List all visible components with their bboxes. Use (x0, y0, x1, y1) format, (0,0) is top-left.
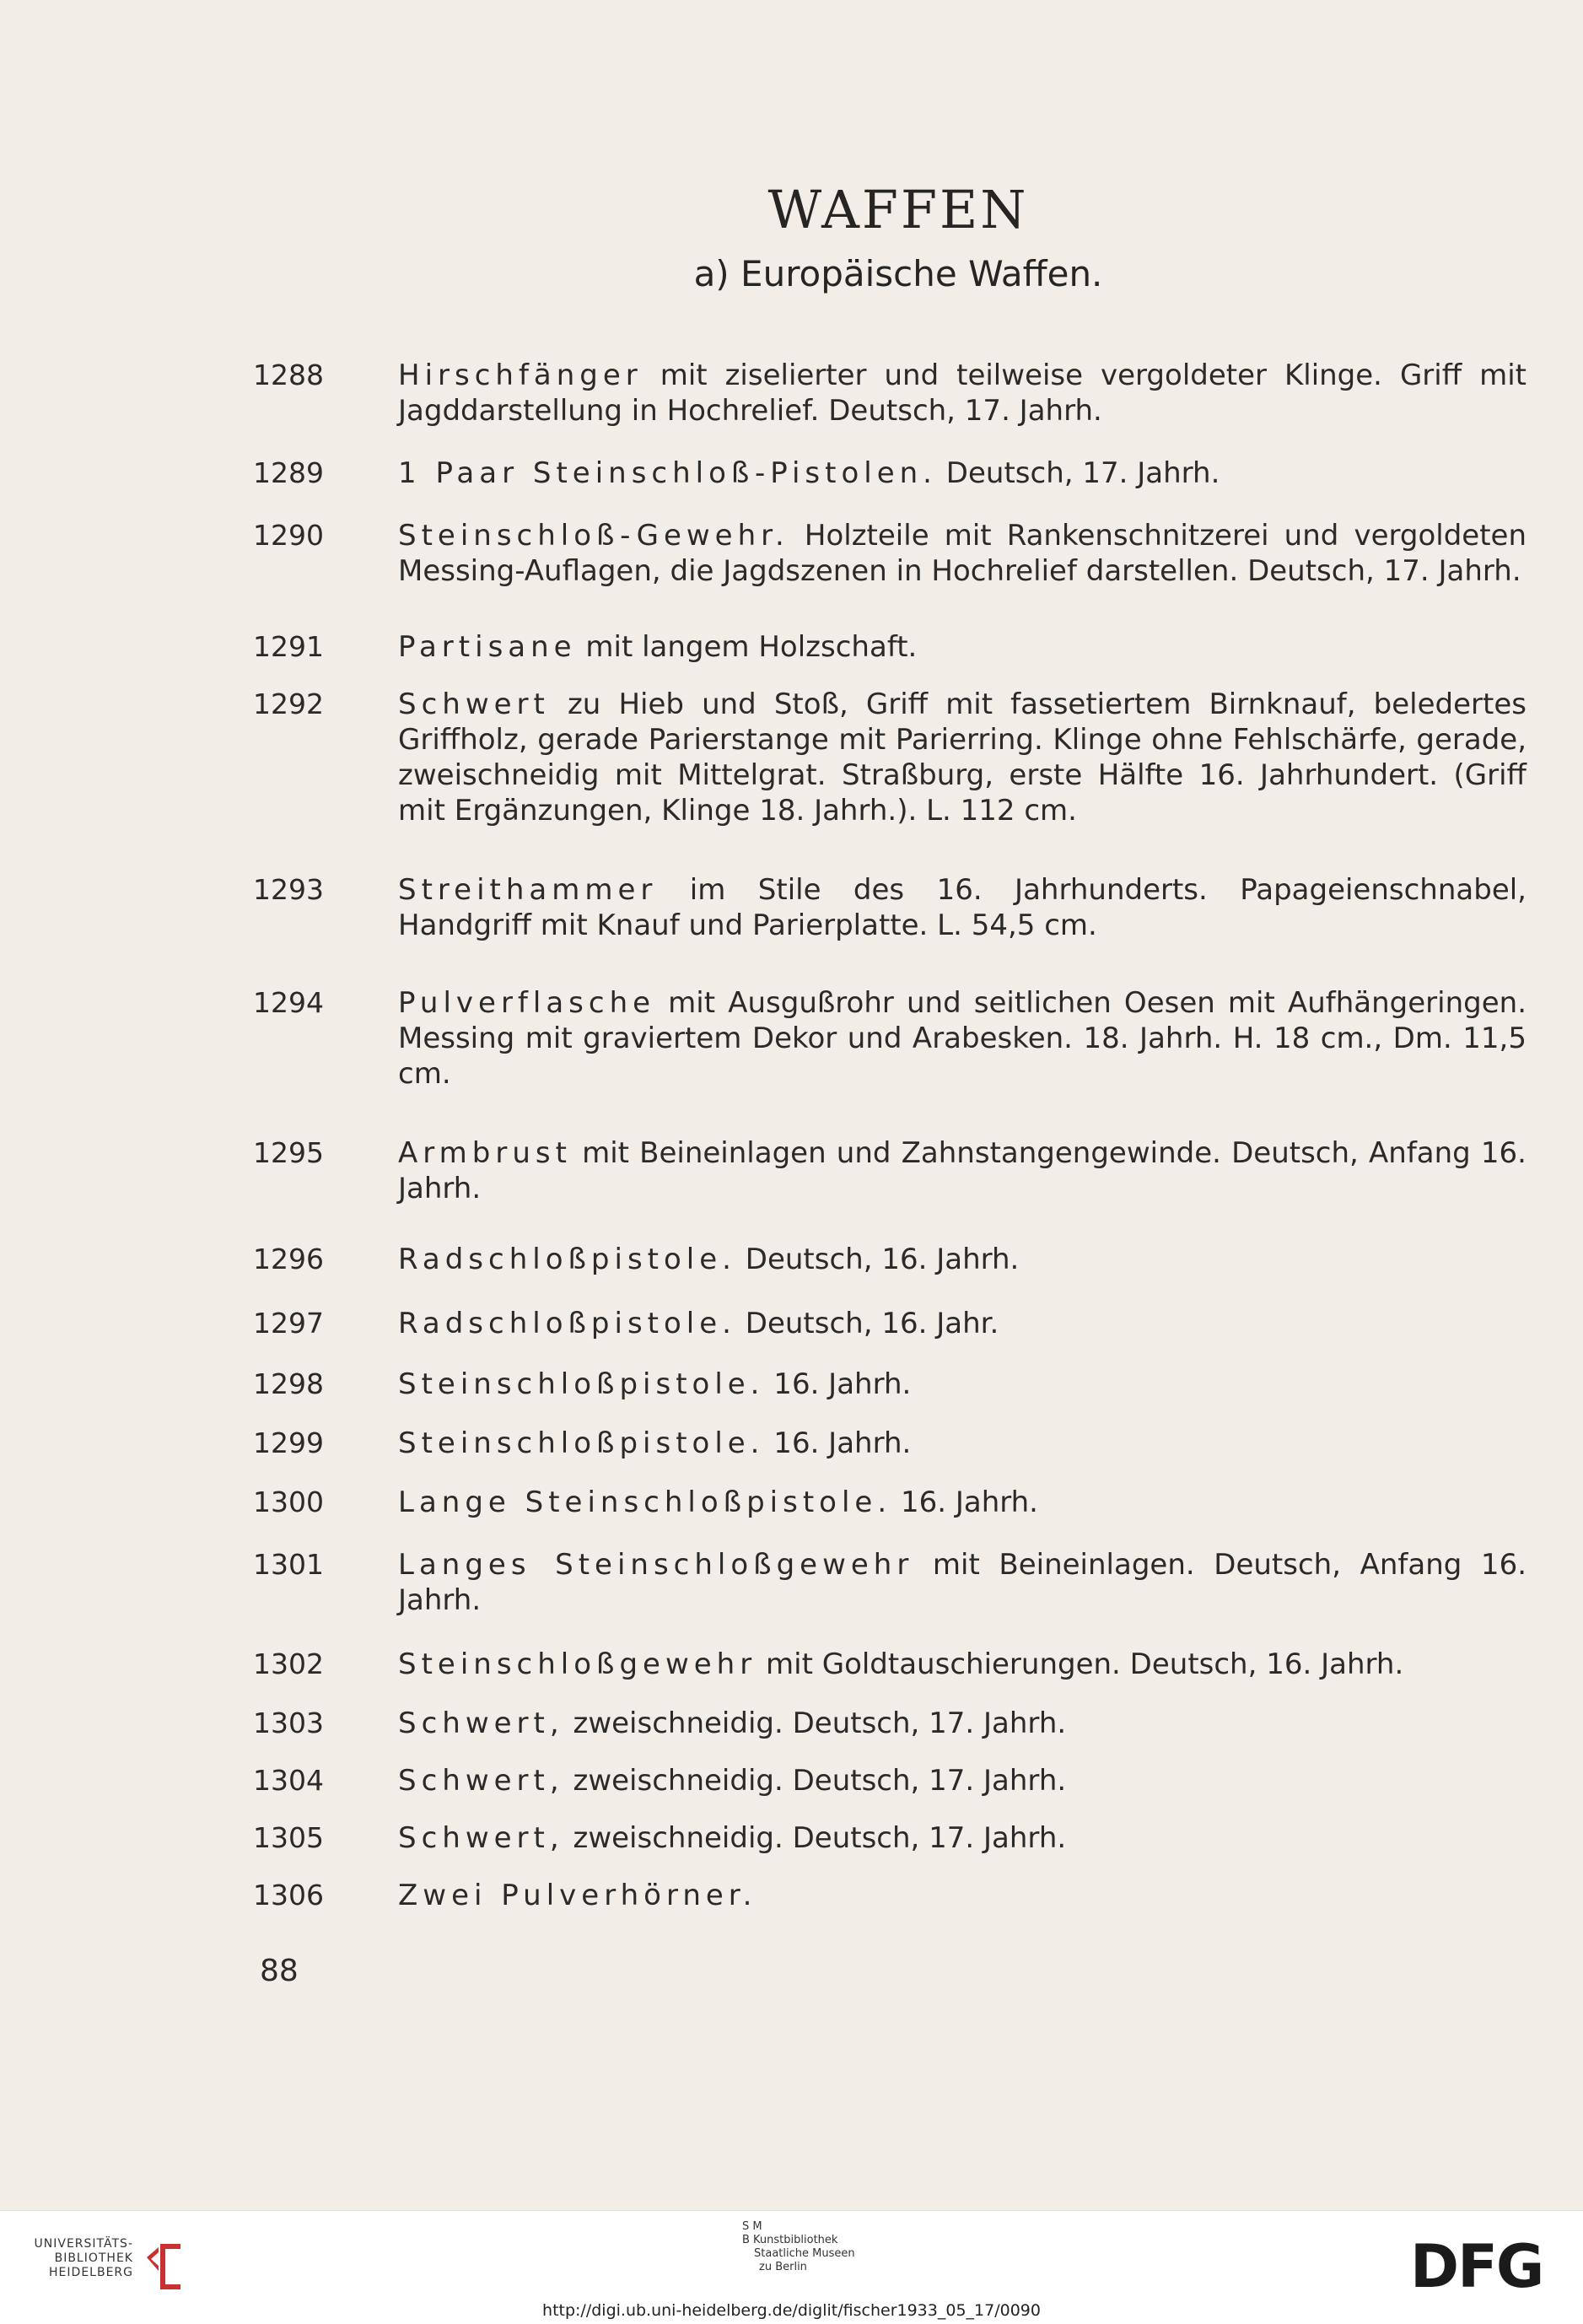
entry-description: Deutsch, 16. Jahrh. (735, 1243, 1020, 1276)
entry-number: 1306 (253, 1879, 324, 1912)
page-number: 88 (260, 1954, 299, 1988)
entry-description: 16. Jahrh. (764, 1367, 912, 1401)
entry-number: 1294 (253, 986, 324, 1019)
entry-term: 1 Paar Steinschloß-Pistolen. (398, 456, 937, 490)
entry-term: Steinschloßpistole. (398, 1426, 765, 1460)
entry-number: 1302 (253, 1647, 324, 1680)
entry-number: 1296 (253, 1243, 324, 1275)
entry-number: 1291 (253, 630, 324, 663)
entry-number: 1297 (253, 1307, 324, 1340)
entry-text (398, 456, 1526, 491)
entry-term: Radschloßpistole. (398, 1243, 736, 1276)
museum-credit: S M B Kunstbibliothek Staatliche Museen zu Berlin (742, 2220, 855, 2273)
entry-text (398, 1878, 1526, 1913)
entry-term: Schwert (398, 687, 550, 721)
permalink-url[interactable]: http://digi.ub.uni-heidelberg.de/diglit/fischer1933_05_17/0090 (542, 2301, 1041, 2320)
library-mark-icon (142, 2240, 184, 2293)
entry-number: 1303 (253, 1707, 324, 1739)
entry-term: Lange Steinschloßpistole. (398, 1486, 892, 1519)
dfg-logo[interactable]: DFG (1410, 2232, 1543, 2301)
entry-term: Armbrust (398, 1136, 572, 1170)
entry-term: Pulverflasche (398, 986, 656, 1020)
entry-text (398, 1426, 1526, 1461)
entry-number: 1295 (253, 1136, 324, 1169)
entry-term: Schwert, (398, 1707, 564, 1740)
entry-term: Schwert, (398, 1764, 564, 1798)
entry-text (398, 687, 1526, 828)
entry-text (398, 1485, 1526, 1520)
entry-number: 1289 (253, 456, 324, 489)
section-subtitle: a) Europäische Waffen. (693, 253, 1103, 294)
entry-description: mit Beineinlagen. Deutsch, Anfang 16. Jahrh. (398, 1548, 1527, 1617)
entry-term: Hirschfänger (398, 359, 643, 392)
entry-term: Langes Steinschloßgewehr (398, 1548, 914, 1582)
entry-description: zweischneidig. Deutsch, 17. Jahrh. (563, 1707, 1067, 1740)
entry-description: mit ziselierter und teilweise vergoldeter Klinge. Griff mit Jagddarstellung in Hochrelief. Deutsch, 17. Jahrh. (398, 359, 1526, 428)
entry-description: zweischneidig. Deutsch, 17. Jahrh. (563, 1764, 1067, 1798)
entry-description: 16. Jahrh. (764, 1426, 912, 1460)
entry-number: 1293 (253, 873, 324, 906)
entry-term: Steinschloßpistole. (398, 1367, 765, 1401)
entry-description: mit Beineinlagen und Zahnstangengewinde. Deutsch, Anfang 16. Jahrh. (398, 1136, 1526, 1205)
entry-term: Schwert, (398, 1821, 564, 1855)
entry-number: 1292 (253, 687, 324, 720)
entry-text (398, 872, 1526, 943)
entry-number: 1300 (253, 1486, 324, 1518)
entry-text (398, 1820, 1526, 1856)
entry-text (398, 1242, 1526, 1277)
entry-description: mit langem Holzschaft. (576, 630, 918, 664)
entry-description: Deutsch, 17. Jahrh. (937, 456, 1220, 490)
entry-number: 1299 (253, 1426, 324, 1459)
entry-text (398, 1135, 1526, 1206)
entry-description: mit Ausgußrohr und seitlichen Oesen mit Aufhängeringen. Messing mit graviertem Dekor und Arabesken. 18. Jahrh. H. 18 cm., Dm. 11,5 cm. (398, 986, 1526, 1091)
entry-text (398, 1306, 1526, 1341)
entry-description: zweischneidig. Deutsch, 17. Jahrh. (563, 1821, 1067, 1855)
entry-text (398, 1763, 1526, 1798)
entry-description: Deutsch, 16. Jahr. (735, 1307, 999, 1340)
entry-term: Steinschloßgewehr (398, 1647, 757, 1681)
entry-term: Partisane (398, 630, 577, 664)
entry-term: Streithammer (398, 873, 658, 907)
entry-number: 1304 (253, 1764, 324, 1797)
entry-number: 1301 (253, 1548, 324, 1581)
entry-text (398, 985, 1526, 1092)
library-name: UNIVERSITÄTS- BIBLIOTHEK HEIDELBERG (34, 2237, 133, 2279)
entry-text (398, 629, 1526, 665)
entry-description: 16. Jahrh. (891, 1486, 1038, 1519)
entry-text (398, 1647, 1526, 1682)
university-library-logo[interactable] (24, 2237, 192, 2296)
entry-text (398, 1367, 1526, 1402)
entry-description: mit Goldtauschierungen. Deutsch, 16. Jahrh. (757, 1647, 1404, 1681)
page-title: WAFFEN (767, 179, 1029, 240)
entry-text (398, 1547, 1526, 1618)
entry-description: Holzteile mit Rankenschnitzerei und vergoldeten Messing-Auflagen, die Jagdszenen in Hochrelief darstellen. Deutsch, 17. Jahrh. (398, 519, 1526, 588)
entry-number: 1288 (253, 359, 324, 391)
entry-text (398, 358, 1526, 429)
entry-text (398, 518, 1526, 589)
entry-description: zu Hieb und Stoß, Griff mit fassetiertem Birnknauf, beledertes Griffholz, gerade Parierstange mit Parierring. Klinge ohne Fehlschärfe, gerade, zweischneidig mit Mittelgrat. Straßburg, erste Hälfte 16. Jahrhundert. (Griff mit Ergänzungen, Klinge 18. Jahrh.). L. 112 cm. (398, 687, 1526, 828)
entry-number: 1290 (253, 519, 324, 552)
entry-number: 1298 (253, 1367, 324, 1400)
entry-term: Radschloßpistole. (398, 1307, 736, 1340)
entry-description: im Stile des 16. Jahrhunderts. Papageienschnabel, Handgriff mit Knauf und Parierplatte. L. 54,5 cm. (398, 873, 1526, 942)
entry-term: Steinschloß-Gewehr. (398, 519, 789, 553)
entry-term: Zwei Pulverhörner. (398, 1879, 757, 1912)
entry-text (398, 1706, 1526, 1741)
entry-number: 1305 (253, 1821, 324, 1854)
